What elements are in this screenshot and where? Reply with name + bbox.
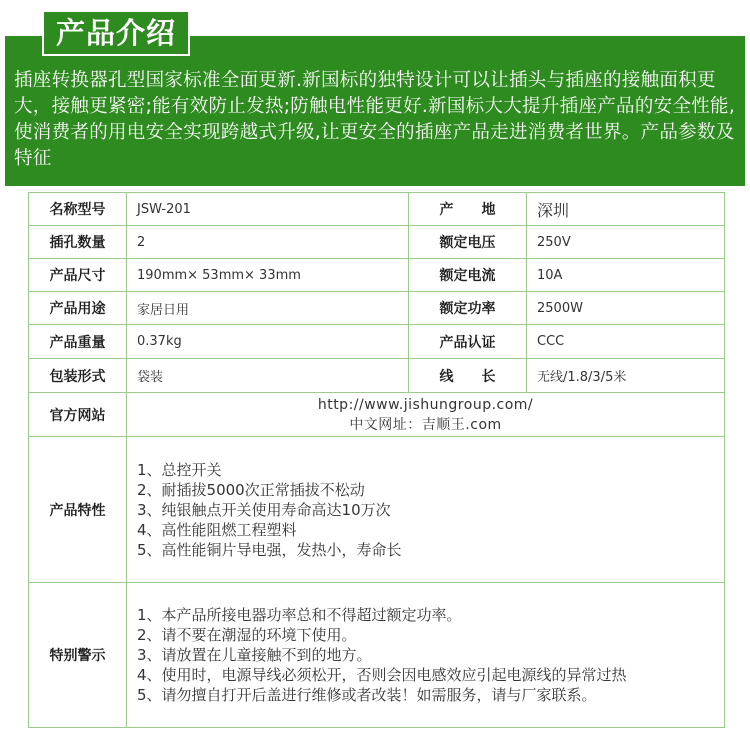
- intro-text: 插座转换器孔型国家标准全面更新.新国标的独特设计可以让插头与插座的接触面积更大，接触更紧密;能有效防止发热;防触电性能更好.新国标大大提升插座产品的安全性能,使消费者的用电安全实现跨越式升级,让更安全的插座产品走进消费者世界。产品参数及特征: [14, 70, 736, 169]
- size-label: 产品尺寸: [29, 259, 127, 292]
- table-row: [29, 359, 725, 393]
- voltage-value: 250V: [527, 226, 725, 259]
- list-item: 5、请勿擅自打开后盖进行维修或者改装！如需服务，请与厂家联系。: [137, 686, 597, 704]
- website-cn: 中文网址：吉顺王.com: [349, 416, 502, 433]
- table-row: [29, 292, 725, 325]
- weight-label: 产品重量: [29, 325, 127, 359]
- section-title: 产品介绍: [42, 10, 190, 56]
- origin-value: 深圳: [527, 193, 725, 226]
- list-item: 4、使用时，电源导线必须松开，否则会因电感效应引起电源线的异常过热: [137, 666, 627, 684]
- table-row: [29, 325, 725, 359]
- table-row: [29, 583, 725, 728]
- power-label: 额定功率: [409, 292, 527, 325]
- list-item: 2、请不要在潮湿的环境下使用。: [137, 626, 357, 644]
- pack-label: 包装形式: [29, 359, 127, 393]
- features-list: [127, 437, 725, 583]
- list-item: 4、高性能阻燃工程塑料: [137, 520, 297, 539]
- current-value: 10A: [527, 259, 725, 292]
- list-item: 1、总控开关: [137, 460, 222, 479]
- spec-table: [28, 192, 725, 728]
- model-value: JSW-201: [127, 193, 409, 226]
- pack-value: 袋装: [127, 359, 409, 393]
- list-item: 2、耐插拔5000次正常插拔不松动: [137, 480, 365, 499]
- size-value: 190mm× 53mm× 33mm: [127, 259, 409, 292]
- list-item: 3、请放置在儿童接触不到的地方。: [137, 646, 372, 664]
- weight-value: 0.37kg: [127, 325, 409, 359]
- current-label: 额定电流: [409, 259, 527, 292]
- origin-label: 产 地: [409, 193, 527, 226]
- warnings-list: [127, 583, 725, 728]
- website-label: 官方网站: [29, 393, 127, 437]
- website-url[interactable]: http://www.jishungroup.com/: [317, 396, 534, 413]
- power-value: 2500W: [527, 292, 725, 325]
- cable-value: 无线/1.8/3/5米: [527, 359, 725, 393]
- table-row: [29, 259, 725, 292]
- features-label: 产品特性: [29, 437, 127, 583]
- list-item: 5、高性能铜片导电强，发热小，寿命长: [137, 540, 402, 559]
- table-row: [29, 437, 725, 583]
- cert-value: CCC: [527, 325, 725, 359]
- list-item: 3、纯银触点开关使用寿命高达10万次: [137, 500, 391, 519]
- use-value: 家居日用: [127, 292, 409, 325]
- table-row: [29, 193, 725, 226]
- warnings-label: 特别警示: [29, 583, 127, 728]
- holes-value: 2: [127, 226, 409, 259]
- cert-label: 产品认证: [409, 325, 527, 359]
- list-item: 1、本产品所接电器功率总和不得超过额定功率。: [137, 606, 462, 624]
- cable-label: 线 长: [409, 359, 527, 393]
- use-label: 产品用途: [29, 292, 127, 325]
- table-row: [29, 393, 725, 437]
- table-row: [29, 226, 725, 259]
- holes-label: 插孔数量: [29, 226, 127, 259]
- website-cell: [127, 393, 725, 437]
- voltage-label: 额定电压: [409, 226, 527, 259]
- model-label: 名称型号: [29, 193, 127, 226]
